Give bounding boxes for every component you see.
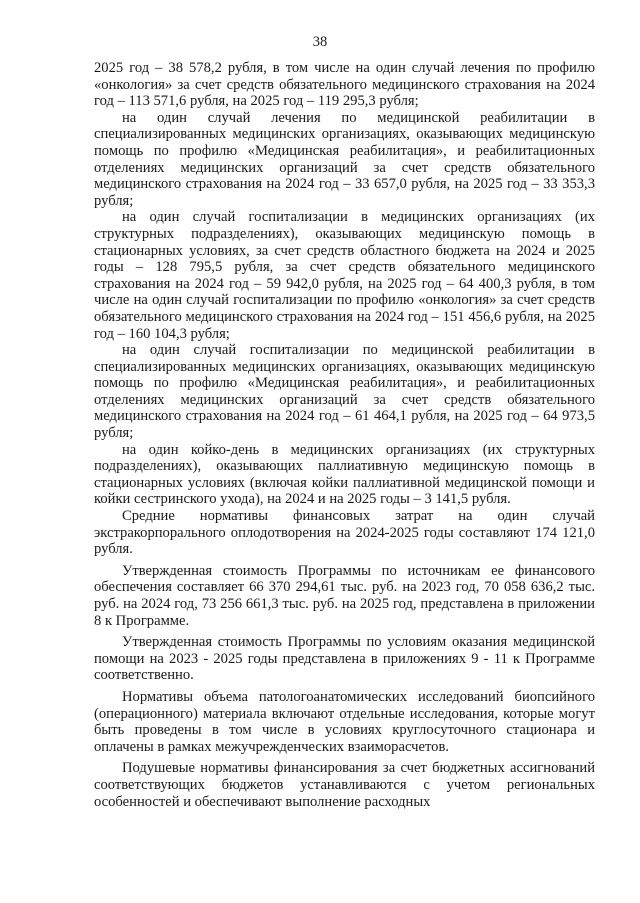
paragraph: Утвержденная стоимость Программы по источникам ее финансового обеспечения составляет 66 370 294,61 тыс. руб. на 2023 год, 70 058 636,2 тыс. руб. на 2024 год, 73 256 661,3 тыс. руб. на 2025 год, представлена в приложении 8 к Программе. bbox=[94, 562, 595, 629]
paragraph: Подушевые нормативы финансирования за счет бюджетных ассигнований соответствующих бюджетов устанавливаются с учетом региональных особенностей и обеспечивают выполнение расходных bbox=[94, 760, 595, 810]
document-body bbox=[94, 60, 595, 810]
paragraph: 2025 год – 38 578,2 рубля, в том числе на один случай лечения по профилю «онкология» за счет средств обязательного медицинского страхования на 2024 год – 113 571,6 рубля, на 2025 год – 119 295,3 рубля; bbox=[94, 60, 595, 110]
paragraph: Утвержденная стоимость Программы по условиям оказания медицинской помощи на 2023 - 2025 годы представлена в приложениях 9 - 11 к Программе соответственно. bbox=[94, 634, 595, 684]
paragraph: на один койко-день в медицинских организациях (их структурных подразделениях), оказывающих паллиативную медицинскую помощь в стационарных условиях (включая койки паллиативной медицинской помощи и койки сестринского ухода), на 2024 и на 2025 годы – 3 141,5 рубля. bbox=[94, 441, 595, 508]
paragraph: Нормативы объема патологоанатомических исследований биопсийного (операционного) материала включают отдельные исследования, которые могут быть проведены в том числе в условиях круглосуточного стационара и оплачены в рамках межучрежденческих взаиморасчетов. bbox=[94, 688, 595, 755]
paragraph: на один случай лечения по медицинской реабилитации в специализированных медицинских организациях, оказывающих медицинскую помощь по профилю «Медицинская реабилитация», и реабилитационных отделениях медицинских организаций за счет средств обязательного медицинского страхования на 2024 год – 33 657,0 рубля, на 2025 год – 33 353,3 рубля; bbox=[94, 109, 595, 209]
page-number: 38 bbox=[312, 34, 328, 50]
paragraph: Средние нормативы финансовых затрат на один случай экстракорпорального оплодотворения на 2024-2025 годы составляют 174 121,0 рубля. bbox=[94, 508, 595, 558]
paragraph: на один случай госпитализации по медицинской реабилитации в специализированных медицинских организациях, оказывающих медицинскую помощь по профилю «Медицинская реабилитация», и реабилитационных отделениях медицинских организаций за счет средств обязательного медицинского страхования на 2024 год – 61 464,1 рубля, на 2025 год – 64 973,5 рубля; bbox=[94, 342, 595, 442]
paragraph: на один случай госпитализации в медицинских организациях (их структурных подразделениях), оказывающих медицинскую помощь в стационарных условиях, за счет средств областного бюджета на 2024 и 2025 годы – 128 795,5 рубля, за счет средств обязательного медицинского страхования на 2024 год – 59 942,0 рубля, на 2025 год – 64 400,3 рубля, в том числе на один случай госпитализации по профилю «онкология» за счет средств обязательного медицинского страхования на 2024 год – 151 456,6 рубля, на 2025 год – 160 104,3 рубля; bbox=[94, 209, 595, 342]
